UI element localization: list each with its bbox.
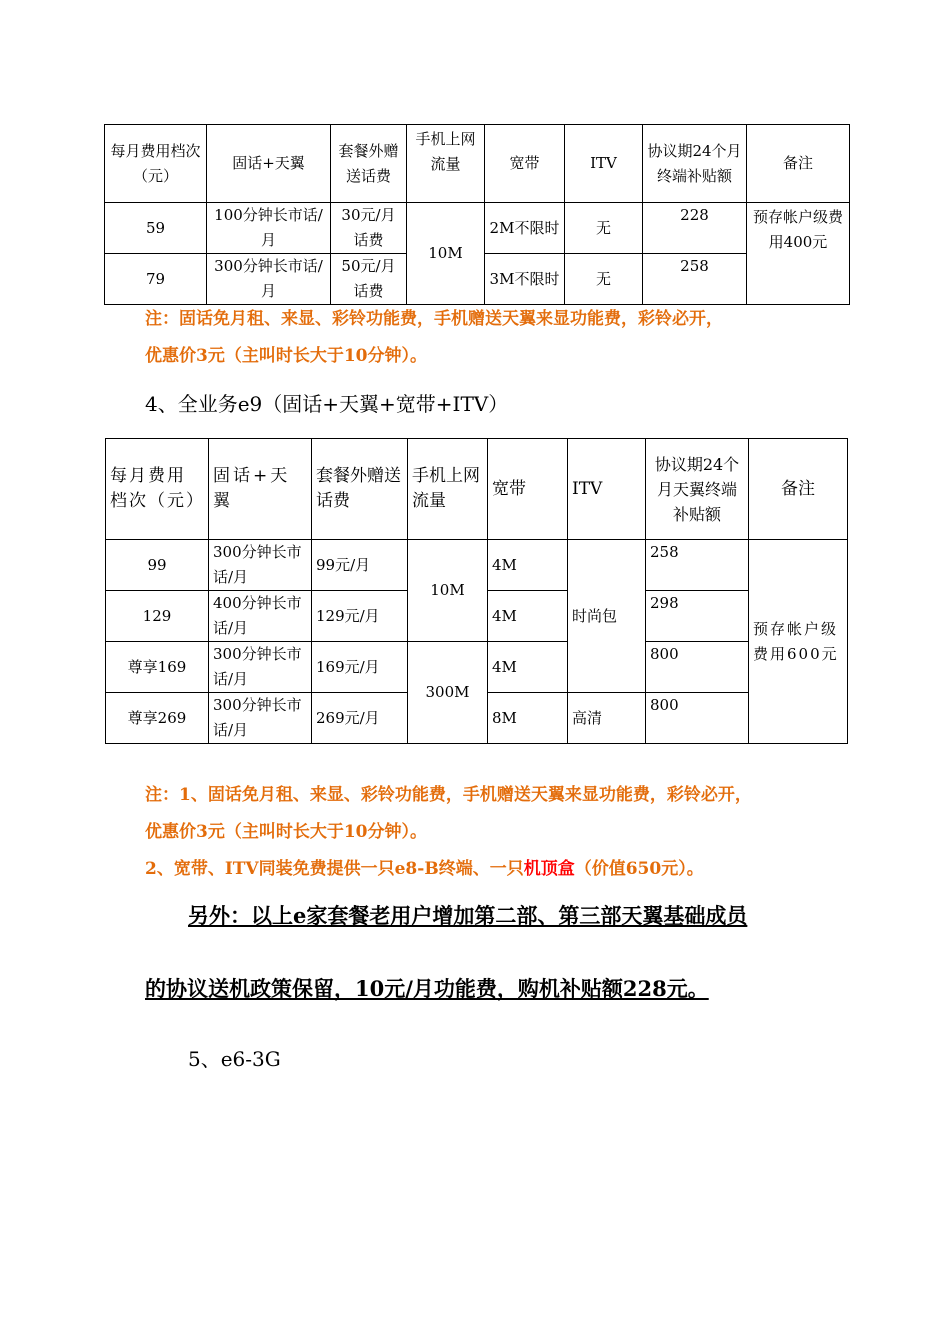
- bandwidth-cell: 3M不限时: [485, 254, 565, 305]
- data-flow-cell: 300M: [408, 642, 488, 744]
- header-cell: 备注: [749, 439, 848, 540]
- header-cell: ITV: [568, 439, 646, 540]
- tier-cell: 59: [105, 203, 207, 254]
- tier-cell: 尊享269: [106, 693, 209, 744]
- subsidy-cell: 800: [646, 642, 749, 693]
- header-cell: 套餐外赠送话费: [331, 125, 407, 203]
- credit-cell: 99元/月: [312, 540, 408, 591]
- tier-cell: 129: [106, 591, 209, 642]
- table-row: [106, 642, 848, 693]
- phone-cell: 400分钟长市话/月: [209, 591, 312, 642]
- itv-cell: 无: [565, 254, 643, 305]
- phone-cell: 300分钟长市话/月: [209, 642, 312, 693]
- subsidy-cell: 228: [643, 203, 747, 254]
- itv-cell: 时尚包: [568, 540, 646, 693]
- header-cell: 备注: [747, 125, 850, 203]
- note2-line2: 优惠价3元（主叫时长大于10分钟）。: [145, 822, 427, 842]
- section5-title: 5、e6-3G: [188, 1047, 281, 1071]
- header-cell: 每月费用档次（元）: [106, 439, 209, 540]
- section4-title: 4、全业务e9（固话+天翼+宽带+ITV）: [145, 392, 509, 416]
- package-table-e8: [104, 124, 850, 305]
- header-cell: 固话+天翼: [207, 125, 331, 203]
- remark-cell: 预存帐户级费用600元: [749, 540, 848, 744]
- note1-line2: 优惠价3元（主叫时长大于10分钟）。: [145, 346, 427, 366]
- header-cell: 固话+天翼: [209, 439, 312, 540]
- bandwidth-cell: 4M: [488, 591, 568, 642]
- credit-cell: 129元/月: [312, 591, 408, 642]
- header-cell: 协议期24个月终端补贴额: [643, 125, 747, 203]
- table-header-row: [105, 125, 850, 203]
- header-cell: 套餐外赠送话费: [312, 439, 408, 540]
- subsidy-cell: 800: [646, 693, 749, 744]
- phone-cell: 100分钟长市话/月: [207, 203, 331, 254]
- bandwidth-cell: 4M: [488, 642, 568, 693]
- extra-line1: 另外：以上e家套餐老用户增加第二部、第三部天翼基础成员: [188, 903, 748, 928]
- note1-line1: 注：固话免月租、来显、彩铃功能费，手机赠送天翼来显功能费，彩铃必开，: [145, 309, 723, 329]
- phone-cell: 300分钟长市话/月: [209, 693, 312, 744]
- tier-cell: 尊享169: [106, 642, 209, 693]
- credit-cell: 169元/月: [312, 642, 408, 693]
- header-cell: 手机上网流量: [408, 439, 488, 540]
- bandwidth-cell: 2M不限时: [485, 203, 565, 254]
- credit-cell: 50元/月话费: [331, 254, 407, 305]
- header-cell: ITV: [565, 125, 643, 203]
- header-cell: 宽带: [488, 439, 568, 540]
- note2-line3-a: 2、宽带、ITV同装免费提供一只e8-B终端、一只: [145, 859, 524, 879]
- header-cell: 每月费用档次（元）: [105, 125, 207, 203]
- phone-cell: 300分钟长市话/月: [209, 540, 312, 591]
- package-table-e9: [105, 438, 848, 744]
- table-header-row: [106, 439, 848, 540]
- data-flow-cell: 10M: [407, 203, 485, 305]
- header-cell: 手机上网流量: [407, 125, 485, 203]
- credit-cell: 30元/月话费: [331, 203, 407, 254]
- tier-cell: 79: [105, 254, 207, 305]
- bandwidth-cell: 8M: [488, 693, 568, 744]
- table-row: [106, 540, 848, 591]
- note2-line3-red: 机顶盒: [523, 859, 575, 879]
- note2-line3-b: （价值650元）。: [574, 859, 704, 879]
- data-flow-cell: 10M: [408, 540, 488, 642]
- tier-cell: 99: [106, 540, 209, 591]
- bandwidth-cell: 4M: [488, 540, 568, 591]
- subsidy-cell: 298: [646, 591, 749, 642]
- extra-line2: 的协议送机政策保留，10元/月功能费，购机补贴额228元。: [145, 976, 709, 1001]
- remark-cell: 预存帐户级费用400元: [747, 203, 850, 305]
- header-cell: 宽带: [485, 125, 565, 203]
- note2-line3: [145, 854, 704, 879]
- itv-cell: 无: [565, 203, 643, 254]
- header-cell: 协议期24个月天翼终端补贴额: [646, 439, 749, 540]
- note2-line1: 注：1、固话免月租、来显、彩铃功能费，手机赠送天翼来显功能费，彩铃必开，: [145, 785, 752, 805]
- credit-cell: 269元/月: [312, 693, 408, 744]
- subsidy-cell: 258: [646, 540, 749, 591]
- phone-cell: 300分钟长市话/月: [207, 254, 331, 305]
- subsidy-cell: 258: [643, 254, 747, 305]
- itv-cell: 高清: [568, 693, 646, 744]
- table-row: [105, 203, 850, 254]
